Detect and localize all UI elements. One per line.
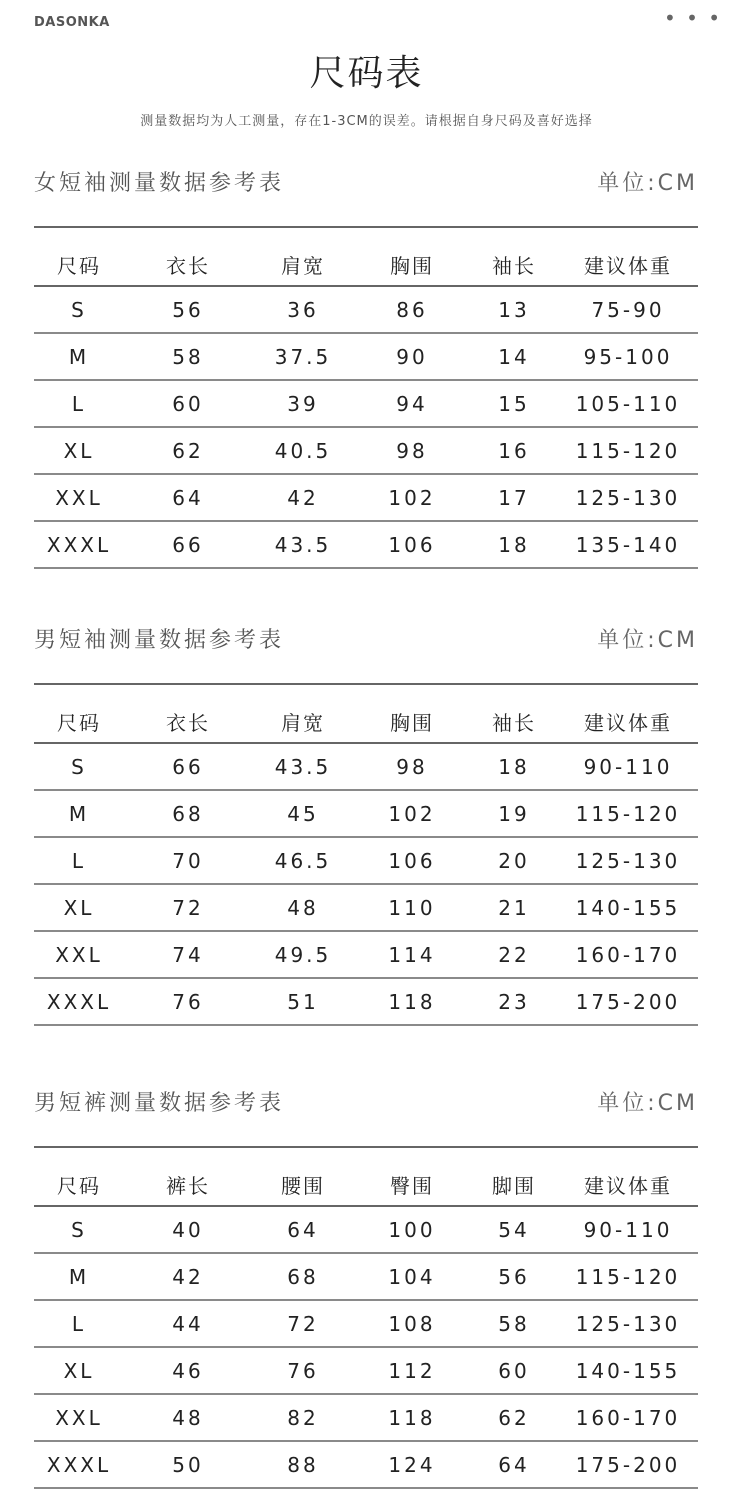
table-cell: 118 — [388, 989, 436, 1014]
table-row — [34, 837, 698, 884]
table-cell: 140-155 — [575, 1358, 681, 1383]
table-cell: 106 — [388, 532, 436, 557]
table-cell: 42 — [172, 1264, 204, 1289]
table-cell: 125-130 — [575, 485, 681, 510]
table-cell: 75-90 — [591, 297, 665, 322]
column-header: 建议体重 — [584, 711, 672, 735]
table-cell: 39 — [287, 391, 319, 416]
table-cell: 51 — [287, 989, 319, 1014]
table-cell: 64 — [172, 485, 204, 510]
table-cell: 76 — [287, 1358, 319, 1383]
table-cell: S — [71, 297, 87, 322]
table-cell: XXXL — [46, 989, 112, 1014]
table-cell: 90-110 — [583, 754, 673, 779]
table-cell: 43.5 — [274, 532, 332, 557]
column-header: 尺码 — [57, 254, 101, 278]
table-header-row — [34, 701, 698, 743]
table-cell: 40.5 — [274, 438, 332, 463]
size-table-section-men-tshirt — [34, 623, 698, 1014]
table-cell: 160-170 — [575, 1405, 681, 1430]
table-cell: 110 — [388, 895, 436, 920]
column-header: 胸围 — [390, 711, 434, 735]
table-cell: 42 — [287, 485, 319, 510]
section-unit: 单位:CM — [597, 628, 698, 653]
table-cell: 72 — [287, 1311, 319, 1336]
table-cell: L — [71, 848, 87, 873]
table-cell: 94 — [396, 391, 428, 416]
brand-logo: DASONKA — [34, 15, 110, 30]
table-cell: 98 — [396, 754, 428, 779]
table-cell: 90-110 — [583, 1217, 673, 1242]
table-cell: 46 — [172, 1358, 204, 1383]
column-header: 尺码 — [57, 711, 101, 735]
table-cell: 160-170 — [575, 942, 681, 967]
table-cell: 86 — [396, 297, 428, 322]
table-row — [34, 1206, 698, 1253]
table-row — [34, 1394, 698, 1441]
size-table — [34, 244, 698, 569]
page-title: 尺码表 — [309, 53, 424, 94]
section-divider — [34, 683, 698, 685]
table-cell: 115-120 — [575, 1264, 681, 1289]
table-cell: 64 — [287, 1217, 319, 1242]
table-row — [34, 931, 698, 978]
table-cell: 115-120 — [575, 801, 681, 826]
table-cell: 76 — [172, 989, 204, 1014]
table-row — [34, 790, 698, 837]
table-cell: 23 — [498, 989, 530, 1014]
table-cell: 135-140 — [575, 532, 681, 557]
table-cell: XXL — [55, 485, 103, 510]
table-cell: 14 — [498, 344, 530, 369]
table-cell: 60 — [498, 1358, 530, 1383]
table-cell: 20 — [498, 848, 530, 873]
column-header: 肩宽 — [281, 711, 325, 735]
table-row — [34, 333, 698, 380]
column-header: 袖长 — [492, 254, 536, 278]
table-row — [34, 521, 698, 568]
table-row — [34, 978, 698, 1025]
table-row — [34, 1441, 698, 1488]
table-cell: 124 — [388, 1452, 436, 1477]
table-cell: 62 — [172, 438, 204, 463]
table-cell: 70 — [172, 848, 204, 873]
table-cell: 82 — [287, 1405, 319, 1430]
table-cell: 60 — [172, 391, 204, 416]
table-cell: 56 — [172, 297, 204, 322]
table-cell: XL — [63, 1358, 95, 1383]
section-header — [34, 166, 698, 206]
table-cell: M — [68, 1264, 90, 1289]
more-menu-icon[interactable]: • • • — [664, 6, 723, 30]
table-cell: 37.5 — [274, 344, 332, 369]
table-cell: 21 — [498, 895, 530, 920]
table-cell: 105-110 — [575, 391, 681, 416]
table-cell: 44 — [172, 1311, 204, 1336]
table-cell: 88 — [287, 1452, 319, 1477]
table-row — [34, 1347, 698, 1394]
column-header: 衣长 — [166, 711, 210, 735]
table-cell: 102 — [388, 801, 436, 826]
table-cell: 58 — [498, 1311, 530, 1336]
column-header: 建议体重 — [584, 1174, 672, 1198]
column-header: 臀围 — [390, 1174, 434, 1198]
table-cell: 74 — [172, 942, 204, 967]
column-header: 裤长 — [166, 1174, 210, 1198]
section-title: 女短袖测量数据参考表 — [34, 171, 285, 196]
table-cell: M — [68, 801, 90, 826]
table-row — [34, 474, 698, 521]
section-divider — [34, 1146, 698, 1148]
table-cell: 40 — [172, 1217, 204, 1242]
table-cell: 100 — [388, 1217, 436, 1242]
table-row — [34, 1253, 698, 1300]
table-row — [34, 884, 698, 931]
table-cell: 46.5 — [274, 848, 332, 873]
table-cell: 16 — [498, 438, 530, 463]
table-row — [34, 1300, 698, 1347]
column-header: 胸围 — [390, 254, 434, 278]
table-cell: S — [71, 1217, 87, 1242]
table-cell: XXXL — [46, 1452, 112, 1477]
table-cell: 112 — [388, 1358, 436, 1383]
table-cell: 56 — [498, 1264, 530, 1289]
section-divider — [34, 226, 698, 228]
table-cell: L — [71, 1311, 87, 1336]
table-cell: S — [71, 754, 87, 779]
table-cell: XXL — [55, 1405, 103, 1430]
section-unit: 单位:CM — [597, 171, 698, 196]
table-cell: 106 — [388, 848, 436, 873]
column-header: 衣长 — [166, 254, 210, 278]
table-cell: 125-130 — [575, 1311, 681, 1336]
size-table-section-men-shorts — [34, 1086, 698, 1477]
page-subtitle: 测量数据均为人工测量，存在1-3CM的误差。请根据自身尺码及喜好选择 — [140, 114, 593, 129]
table-cell: 48 — [172, 1405, 204, 1430]
table-cell: XL — [63, 895, 95, 920]
table-cell: XL — [63, 438, 95, 463]
table-cell: 22 — [498, 942, 530, 967]
section-header — [34, 1086, 698, 1126]
table-cell: 90 — [396, 344, 428, 369]
column-header: 肩宽 — [281, 254, 325, 278]
table-cell: L — [71, 391, 87, 416]
table-cell: 54 — [498, 1217, 530, 1242]
table-cell: 175-200 — [575, 989, 681, 1014]
table-cell: 45 — [287, 801, 319, 826]
table-cell: 15 — [498, 391, 530, 416]
column-header: 脚围 — [492, 1174, 536, 1198]
table-cell: 58 — [172, 344, 204, 369]
table-cell: 43.5 — [274, 754, 332, 779]
table-cell: 18 — [498, 754, 530, 779]
table-cell: 68 — [287, 1264, 319, 1289]
table-row — [34, 286, 698, 333]
table-cell: 98 — [396, 438, 428, 463]
table-cell: 49.5 — [274, 942, 332, 967]
section-header — [34, 623, 698, 663]
table-cell: 175-200 — [575, 1452, 681, 1477]
table-cell: 50 — [172, 1452, 204, 1477]
section-title: 男短袖测量数据参考表 — [34, 628, 285, 653]
size-table — [34, 1164, 698, 1489]
table-cell: 114 — [388, 942, 436, 967]
table-cell: 64 — [498, 1452, 530, 1477]
table-cell: 66 — [172, 532, 204, 557]
table-row — [34, 427, 698, 474]
section-title: 男短裤测量数据参考表 — [34, 1091, 285, 1116]
table-cell: 19 — [498, 801, 530, 826]
table-cell: 140-155 — [575, 895, 681, 920]
table-cell: 115-120 — [575, 438, 681, 463]
table-row — [34, 380, 698, 427]
table-cell: 48 — [287, 895, 319, 920]
table-cell: 36 — [287, 297, 319, 322]
size-table — [34, 701, 698, 1026]
table-cell: M — [68, 344, 90, 369]
column-header: 建议体重 — [584, 254, 672, 278]
table-cell: 13 — [498, 297, 530, 322]
table-cell: 68 — [172, 801, 204, 826]
table-cell: 102 — [388, 485, 436, 510]
table-cell: XXL — [55, 942, 103, 967]
size-table-section-women-tshirt — [34, 166, 698, 557]
table-cell: 62 — [498, 1405, 530, 1430]
table-cell: 72 — [172, 895, 204, 920]
table-cell: 125-130 — [575, 848, 681, 873]
table-row — [34, 743, 698, 790]
table-cell: 104 — [388, 1264, 436, 1289]
table-cell: 108 — [388, 1311, 436, 1336]
column-header: 腰围 — [281, 1174, 325, 1198]
table-cell: 66 — [172, 754, 204, 779]
table-header-row — [34, 244, 698, 286]
table-header-row — [34, 1164, 698, 1206]
column-header: 尺码 — [57, 1174, 101, 1198]
table-cell: 118 — [388, 1405, 436, 1430]
table-cell: 95-100 — [583, 344, 673, 369]
table-cell: 17 — [498, 485, 530, 510]
table-cell: 18 — [498, 532, 530, 557]
table-cell: XXXL — [46, 532, 112, 557]
column-header: 袖长 — [492, 711, 536, 735]
section-unit: 单位:CM — [597, 1091, 698, 1116]
